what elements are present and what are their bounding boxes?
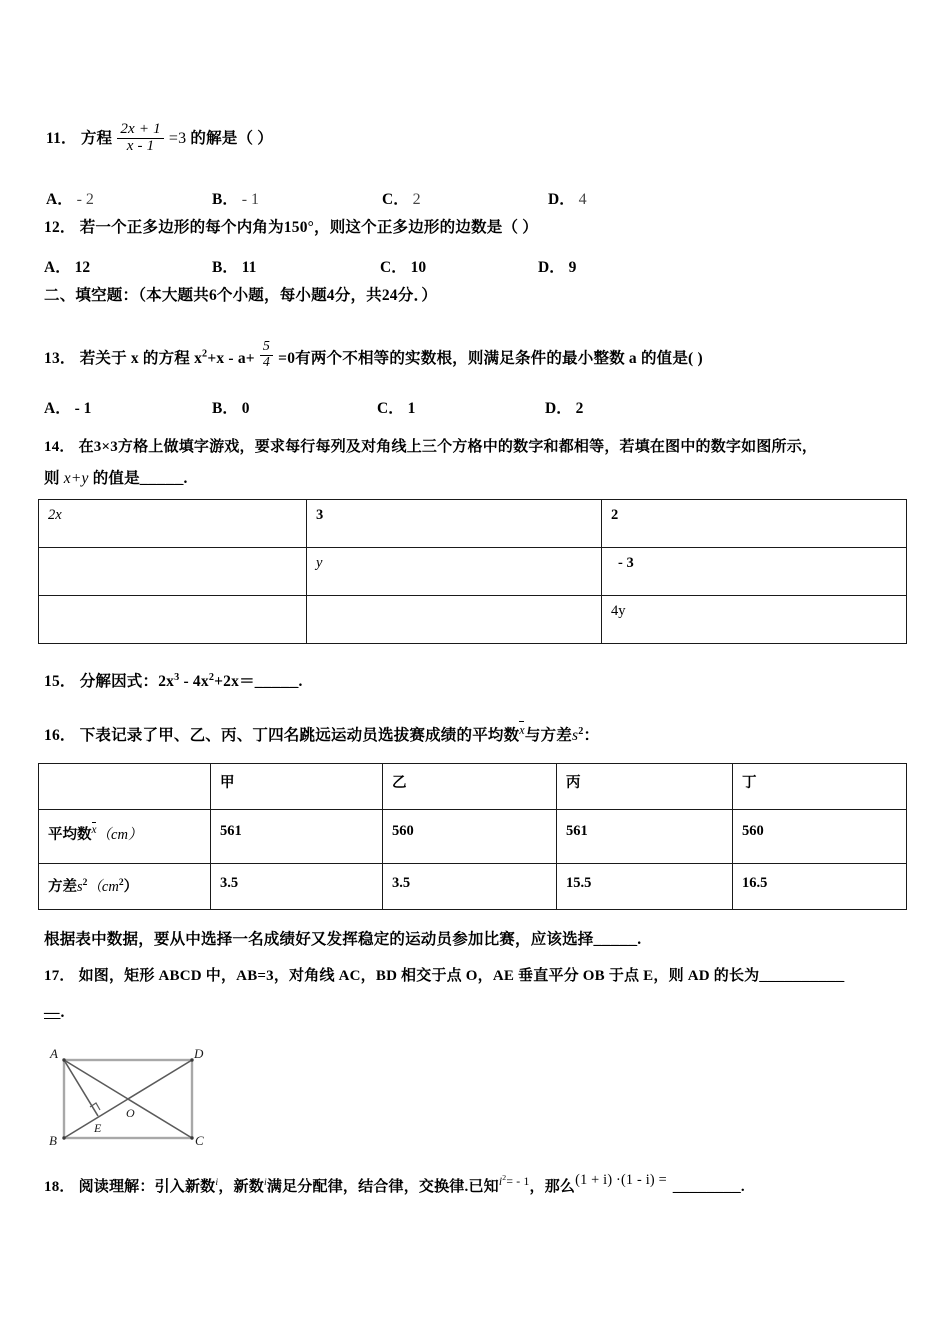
question-14-line2-post: 的值是 xyxy=(92,470,140,487)
question-14-variable: x+y xyxy=(63,470,89,487)
i-equation-rest: = - 1 xyxy=(506,1175,530,1189)
cell-value: 560 xyxy=(742,823,764,839)
table-row-variance xyxy=(39,864,907,910)
question-12-option-c[interactable] xyxy=(380,255,426,277)
header-cell-ding xyxy=(733,764,907,810)
question-14-line2-pre: 则 xyxy=(44,470,60,487)
cell-mean-bing xyxy=(557,810,733,864)
question-13-option-c[interactable] xyxy=(377,396,415,418)
option-label: A． xyxy=(44,259,71,276)
option-value: - 1 xyxy=(241,191,260,208)
question-15-exponent-3: 3 xyxy=(174,672,180,683)
cell-r1c3 xyxy=(602,500,907,548)
question-17-number: 17． xyxy=(44,968,75,984)
question-11-option-b[interactable] xyxy=(212,187,259,209)
option-label: B． xyxy=(212,400,238,417)
question-13-option-d[interactable] xyxy=(545,396,583,418)
product-expression: (1 + i) ·(1 - i) = xyxy=(575,1172,667,1188)
question-12-text: 若一个正多边形的每个内角为150°，则这个正多边形的边数是（ ） xyxy=(79,219,538,236)
option-value: 4 xyxy=(578,191,587,208)
question-15-number: 15． xyxy=(44,673,76,691)
option-label: D． xyxy=(545,400,572,417)
question-15-exponent-2: 2 xyxy=(208,672,215,683)
magic-square-table xyxy=(38,499,907,644)
mean-symbol-wrapper xyxy=(519,723,525,738)
question-14-answer-blank[interactable]: _____ xyxy=(139,470,184,487)
cell-value: 4y xyxy=(611,603,626,619)
mean-symbol-wrapper xyxy=(92,824,97,836)
question-11-number: 11． xyxy=(46,130,77,147)
fraction-numerator: 2x + 1 xyxy=(120,121,161,137)
cell-value: 3 xyxy=(316,507,324,523)
option-label: C． xyxy=(377,400,404,417)
figure-label-o: O xyxy=(126,1106,135,1120)
cell-r3c1 xyxy=(39,596,307,644)
cell-variance-yi xyxy=(383,864,557,910)
question-16 xyxy=(44,723,599,746)
option-value: 10 xyxy=(410,259,427,276)
new-number-i-1: i xyxy=(215,1177,219,1189)
question-12-option-d[interactable] xyxy=(538,255,576,277)
question-14-text: 在3×3方格上做填字游戏，要求每行每列及对角线上三个方格中的数字和都相等，若填在图中的数字如图所示， xyxy=(78,439,818,455)
option-value: - 1 xyxy=(74,400,92,417)
question-12-option-b[interactable] xyxy=(212,255,256,277)
variance-symbol: s xyxy=(571,727,579,745)
figure-question-17 xyxy=(46,1042,216,1147)
question-11 xyxy=(46,122,273,155)
cell-value: 3.5 xyxy=(392,875,411,891)
variance-exponent: 2 xyxy=(578,725,584,737)
question-13-post: =0有两个不相等的实数根，则满足条件的最小整数 a 的值是( ) xyxy=(278,349,703,367)
question-15-end: . xyxy=(298,673,303,691)
i-exponent: 2 xyxy=(502,1173,507,1183)
cell-r2c2 xyxy=(307,548,602,596)
question-16-mid: 与方差 xyxy=(524,727,572,745)
section-2-heading: 二、填空题：（本大题共6个小题，每小题4分，共24分．） xyxy=(44,287,438,304)
question-13-option-b[interactable] xyxy=(212,396,249,418)
followup-answer-blank[interactable]: _____ xyxy=(593,931,638,948)
row-label-mean xyxy=(39,810,211,864)
question-11-option-a[interactable] xyxy=(46,187,94,209)
option-label: B． xyxy=(212,191,238,208)
header-label: 丁 xyxy=(742,775,757,791)
question-18-mid-3: ，那么 xyxy=(529,1179,576,1196)
question-12-number: 12． xyxy=(44,219,76,236)
cell-value: 2 xyxy=(611,507,619,523)
header-cell-jia xyxy=(211,764,383,810)
cell-mean-jia xyxy=(211,810,383,864)
cell-mean-ding xyxy=(733,810,907,864)
statistics-table xyxy=(38,763,907,910)
option-label: B． xyxy=(212,259,238,276)
question-13-option-a[interactable] xyxy=(44,396,91,418)
question-17-text: 如图，矩形 ABCD 中，AB=3，对角线 AC，BD 相交于点 O，AE 垂直平分 OB 于点 E，则 AD 的长为 xyxy=(78,968,760,984)
question-13-pre: 若关于 x 的方程 x xyxy=(79,349,203,367)
table-row xyxy=(39,548,907,596)
question-11-tail: 的解是（ ） xyxy=(190,130,273,147)
question-17-line-2 xyxy=(44,1004,65,1023)
cell-r2c3 xyxy=(602,548,907,596)
option-label: D． xyxy=(548,191,575,208)
question-18-answer-blank[interactable]: ________ xyxy=(672,1179,741,1196)
cell-variance-bing xyxy=(557,864,733,910)
option-label: A． xyxy=(44,400,71,417)
question-17-end: . xyxy=(60,1004,65,1021)
vertex-dot-b xyxy=(62,1136,65,1139)
x-bar-symbol: x xyxy=(519,723,525,737)
question-18-mid-1: ，新数 xyxy=(218,1179,264,1196)
figure-label-c: C xyxy=(195,1133,204,1147)
question-16-end: ： xyxy=(583,727,600,745)
question-15 xyxy=(44,672,303,692)
table-row xyxy=(39,500,907,548)
question-13-number: 13． xyxy=(44,349,76,367)
question-14-line2-end: . xyxy=(183,470,188,487)
option-value: 2 xyxy=(412,191,421,208)
fraction-numerator: 5 xyxy=(262,339,271,354)
cell-variance-jia xyxy=(211,864,383,910)
figure-label-b: B xyxy=(49,1133,57,1147)
cell-r3c2 xyxy=(307,596,602,644)
question-18-end: . xyxy=(740,1179,745,1196)
cell-variance-ding xyxy=(733,864,907,910)
option-label: D． xyxy=(538,259,565,276)
question-18 xyxy=(44,1172,745,1196)
question-17-answer-blank[interactable]: __________ xyxy=(759,968,845,984)
question-13-mid: +x - a+ xyxy=(207,349,255,367)
question-18-mid-2: 满足分配律，结合律，交换律.已知 xyxy=(266,1179,499,1196)
question-18-number: 18． xyxy=(44,1179,75,1196)
question-11-lead: 方程 xyxy=(80,130,113,147)
table-header-row xyxy=(39,764,907,810)
question-17-line-1 xyxy=(44,967,844,985)
question-11-option-d[interactable] xyxy=(548,187,587,209)
table-row xyxy=(39,596,907,644)
header-label: 乙 xyxy=(392,775,407,791)
variance-symbol: s xyxy=(77,879,83,895)
question-11-option-c[interactable] xyxy=(382,187,421,209)
row-label-variance xyxy=(39,864,211,910)
option-value: 0 xyxy=(241,400,250,417)
row-label-unit: （cm） xyxy=(96,827,143,843)
cell-r1c2 xyxy=(307,500,602,548)
question-13-exponent: 2 xyxy=(202,348,208,360)
cell-value: 560 xyxy=(392,823,414,839)
question-14-line-1 xyxy=(44,438,817,456)
figure-label-a: A xyxy=(50,1046,58,1061)
question-18-pre: 阅读理解：引入新数 xyxy=(78,1179,216,1196)
cell-r1c1 xyxy=(39,500,307,548)
unit-exponent: 2 xyxy=(118,877,124,889)
question-16-pre: 下表记录了甲、乙、丙、丁四名跳远运动员选拔赛成绩的平均数 xyxy=(79,727,520,745)
cell-value: 561 xyxy=(220,823,242,839)
question-15-post: +2x＝ xyxy=(214,673,255,691)
option-value: 12 xyxy=(74,259,91,276)
followup-end: . xyxy=(637,931,642,948)
question-12-option-a[interactable] xyxy=(44,255,90,277)
table-row-mean xyxy=(39,810,907,864)
figure-label-e: E xyxy=(94,1121,102,1135)
cell-r3c3 xyxy=(602,596,907,644)
question-11-fraction xyxy=(117,122,163,155)
cell-value: 561 xyxy=(566,823,588,839)
question-15-pre: 分解因式：2x xyxy=(79,673,175,691)
followup-text: 根据表中数据，要从中选择一名成绩好又发挥稳定的运动员参加比赛，应该选择 xyxy=(44,931,594,948)
question-16-followup xyxy=(44,931,641,950)
vertex-dot-c xyxy=(190,1136,193,1139)
question-14-number: 14． xyxy=(44,439,75,455)
header-cell-empty xyxy=(39,764,211,810)
figure-label-d: D xyxy=(194,1046,204,1061)
question-15-answer-blank[interactable]: _____ xyxy=(254,673,299,691)
rectangle-abcd-diagram xyxy=(46,1042,216,1147)
option-value: 2 xyxy=(575,400,584,417)
option-value: 11 xyxy=(241,259,257,276)
fraction-denominator: 4 xyxy=(260,355,273,371)
vertex-dot-a xyxy=(62,1058,65,1061)
x-bar-symbol: x xyxy=(91,824,97,837)
variance-exponent: 2 xyxy=(82,877,88,889)
cell-value: y xyxy=(316,555,323,571)
segment-ae xyxy=(64,1060,98,1116)
new-number-i-2: i xyxy=(263,1177,267,1189)
header-cell-bing xyxy=(557,764,733,810)
cell-r2c1 xyxy=(39,548,307,596)
question-17-answer-blank-cont[interactable]: — xyxy=(44,1004,61,1021)
question-15-mid: - 4x xyxy=(179,673,209,691)
i-base: i xyxy=(498,1175,503,1189)
i-squared-equation xyxy=(499,1173,530,1189)
question-11-equals: =3 xyxy=(168,130,187,147)
cell-mean-yi xyxy=(383,810,557,864)
header-label: 丙 xyxy=(566,775,581,791)
option-label: C． xyxy=(380,259,407,276)
cell-value: - 3 xyxy=(618,555,634,571)
header-cell-yi xyxy=(383,764,557,810)
option-value: - 2 xyxy=(76,191,94,208)
option-label: C． xyxy=(382,191,409,208)
option-value: 1 xyxy=(407,400,416,417)
question-12 xyxy=(44,219,538,238)
question-13 xyxy=(44,340,703,370)
cell-value: 16.5 xyxy=(742,875,768,891)
option-value: 9 xyxy=(568,259,577,276)
question-14-line-2 xyxy=(44,470,188,489)
option-label: A． xyxy=(46,191,73,208)
row-label-text: 平均数 xyxy=(48,827,92,843)
question-13-fraction xyxy=(260,340,273,370)
cell-value: 15.5 xyxy=(566,875,592,891)
cell-value: 3.5 xyxy=(220,875,239,891)
cell-value: 2x xyxy=(48,507,62,523)
fraction-denominator: x - 1 xyxy=(117,138,163,155)
row-label-unit: （cm xyxy=(87,879,119,895)
question-16-number: 16． xyxy=(44,727,76,745)
row-label-unit-end: ） xyxy=(123,879,139,895)
header-label: 甲 xyxy=(220,775,235,791)
row-label-text: 方差 xyxy=(48,879,77,895)
